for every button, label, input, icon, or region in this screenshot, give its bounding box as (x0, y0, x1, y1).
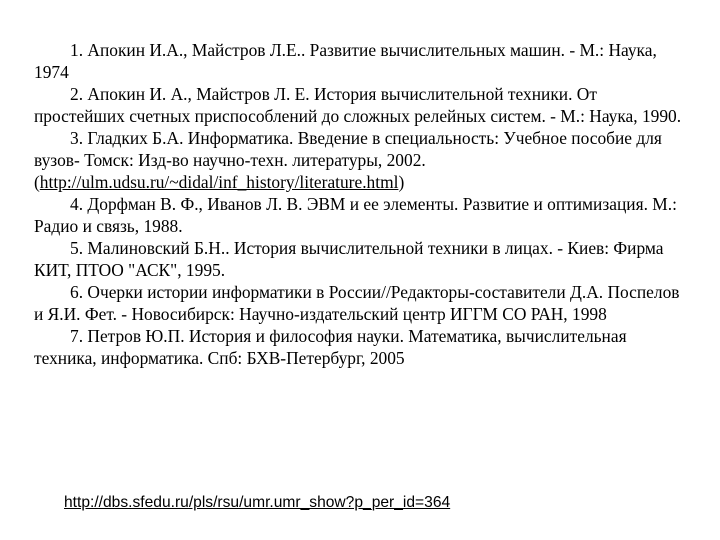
reference-item-3 (34, 127, 690, 193)
reference-text: 1. Апокин И.А., Майстров Л.Е.. Развитие вычислительных машин. - М.: Наука, 1974 (34, 40, 657, 82)
reference-item-6 (34, 281, 690, 325)
reference-text: 6. Очерки истории информатики в России//Редакторы-составители Д.А. Поспелов и Я.И. Фет. - Новосибирск: Научно-издательский центр ИГГМ СО РАН, 1998 (34, 282, 680, 324)
reference-text: 4. Дорфман В. Ф., Иванов Л. В. ЭВМ и ее элементы. Развитие и оптимизация. М.: Радио и связь, 1988. (34, 194, 677, 236)
reference-text-before-link: 3. Гладких Б.А. Информатика. Введение в специальность: Учебное пособие для вузов- Томск: Изд-во научно-техн. литературы, 2002. ( (34, 128, 662, 192)
reference-list (34, 39, 690, 369)
reference-item-7 (34, 325, 690, 369)
reference-text: 2. Апокин И. А., Майстров Л. Е. История вычислительной техники. От простейших счетных приспособлений до сложных релейных систем. - М.: Наука, 1990. (34, 84, 682, 126)
source-link[interactable]: http://dbs.sfedu.ru/pls/rsu/umr.umr_show?p_per_id=364 (64, 494, 451, 511)
reference-text-after-link: ) (398, 172, 405, 192)
reference-item-1 (34, 39, 690, 83)
reference-text: 5. Малиновский Б.Н.. История вычислительной техники в лицах. - Киев: Фирма КИТ, ПТОО "АСК", 1995. (34, 238, 664, 280)
reference-item-2 (34, 83, 690, 127)
literature-link[interactable]: http://ulm.udsu.ru/~didal/inf_history/literature.html (39, 172, 399, 192)
reference-text: 7. Петров Ю.П. История и философия науки. Математика, вычислительная техника, информатика. Спб: БХВ-Петербург, 2005 (34, 326, 627, 368)
reference-item-5 (34, 237, 690, 281)
reference-item-4 (34, 193, 690, 237)
